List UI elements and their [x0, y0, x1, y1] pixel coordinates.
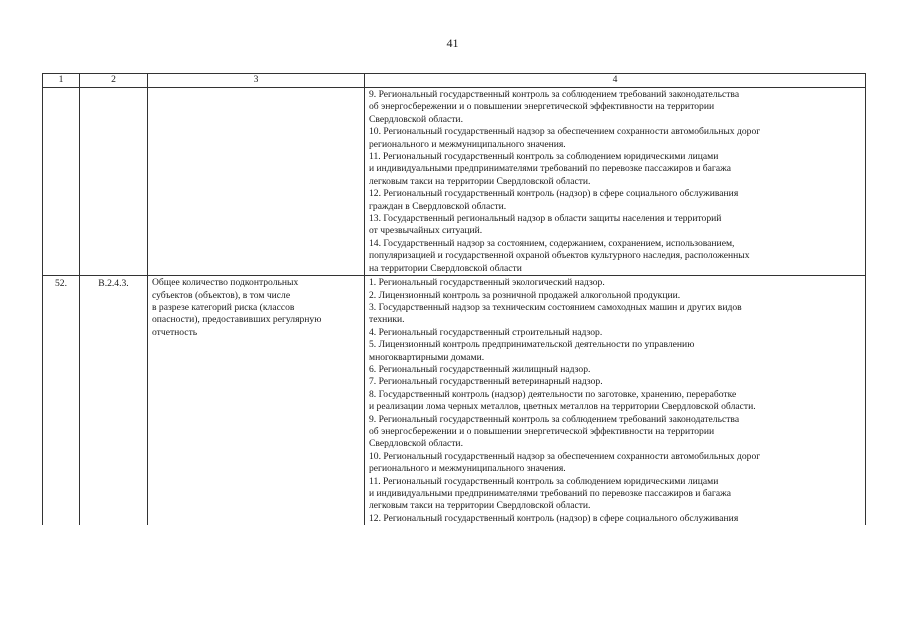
list-item: 10. Региональный государственный надзор за обеспечением сохранности автомобильных дорог регионального и межмуниципального значения. [369, 126, 761, 150]
control-types-list [369, 89, 861, 275]
list-item: 12. Региональный государственный контроль (надзор) в сфере социального обслуживания [369, 512, 739, 524]
row-number [43, 88, 80, 276]
list-item: 2. Лицензионный контроль за розничной продажей алкогольной продукции. [369, 289, 681, 301]
column-header: 2 [80, 74, 148, 88]
list-item: 14. Государственный надзор за состоянием, содержанием, сохранением, использованием, популяризацией и государственной охраной объектов культурного наследия, расположенных на территории Свердловской области [369, 237, 750, 274]
indicator-code: В.2.4.3. [80, 276, 148, 526]
indicator-code [80, 88, 148, 276]
list-item: 9. Региональный государственный контроль за соблюдением требований законодательства об энергосбережении и о повышении энергетической эффективности на территории Свердловской области. [369, 413, 740, 450]
list-item: 6. Региональный государственный жилищный надзор. [369, 363, 591, 375]
table-header-row [43, 74, 866, 88]
description-text: Общее количество подконтрольных субъектов (объектов), в том числе в разрезе категорий риска (классов опасности), предоставивших регулярную отчетность [152, 277, 322, 338]
indicator-description [148, 88, 365, 276]
page-number: 41 [446, 36, 459, 50]
row-number: 52. [43, 276, 80, 526]
list-item: 10. Региональный государственный надзор за обеспечением сохранности автомобильных дорог регионального и межмуниципального значения. [369, 450, 761, 475]
list-item: 5. Лицензионный контроль предпринимательской деятельности по управлению многоквартирными домами. [369, 339, 695, 363]
list-item: 12. Региональный государственный контроль (надзор) в сфере социального обслуживания граждан в Свердловской области. [369, 188, 739, 212]
table-row [43, 276, 866, 526]
table-row [43, 88, 866, 276]
indicator-description [148, 276, 365, 526]
list-item: 11. Региональный государственный контроль за соблюдением юридическими лицами и индивидуальными предпринимателями требований по перевозке пассажиров и багажа легковым такси на территории Свердловской области. [369, 151, 731, 187]
list-item: 13. Государственный региональный надзор в области защиты населения и территорий от чрезвычайных ситуаций. [369, 213, 722, 237]
list-item: 4. Региональный государственный строительный надзор. [369, 326, 603, 338]
column-header: 1 [43, 74, 80, 88]
column-header: 4 [365, 74, 866, 88]
control-types-cell [365, 88, 866, 276]
list-item: 1. Региональный государственный экологический надзор. [369, 277, 605, 289]
column-header: 3 [148, 74, 365, 88]
indicator-table [42, 73, 866, 525]
list-item: 3. Государственный надзор за техническим состоянием самоходных машин и других видов техники. [369, 301, 742, 326]
list-item: 8. Государственный контроль (надзор) деятельности по заготовке, хранению, переработке и реализации лома черных металлов, цветных металлов на территории Свердловской области. [369, 388, 756, 413]
list-item: 11. Региональный государственный контроль за соблюдением юридическими лицами и индивидуальными предпринимателями требований по перевозке пассажиров и багажа легковым такси на территории Свердловской области. [369, 475, 731, 512]
list-item: 9. Региональный государственный контроль за соблюдением требований законодательства об энергосбережении и о повышении энергетической эффективности на территории Свердловской области. [369, 89, 740, 125]
control-types-cell [365, 276, 866, 526]
list-item: 7. Региональный государственный ветеринарный надзор. [369, 376, 603, 388]
control-types-list [369, 277, 861, 525]
